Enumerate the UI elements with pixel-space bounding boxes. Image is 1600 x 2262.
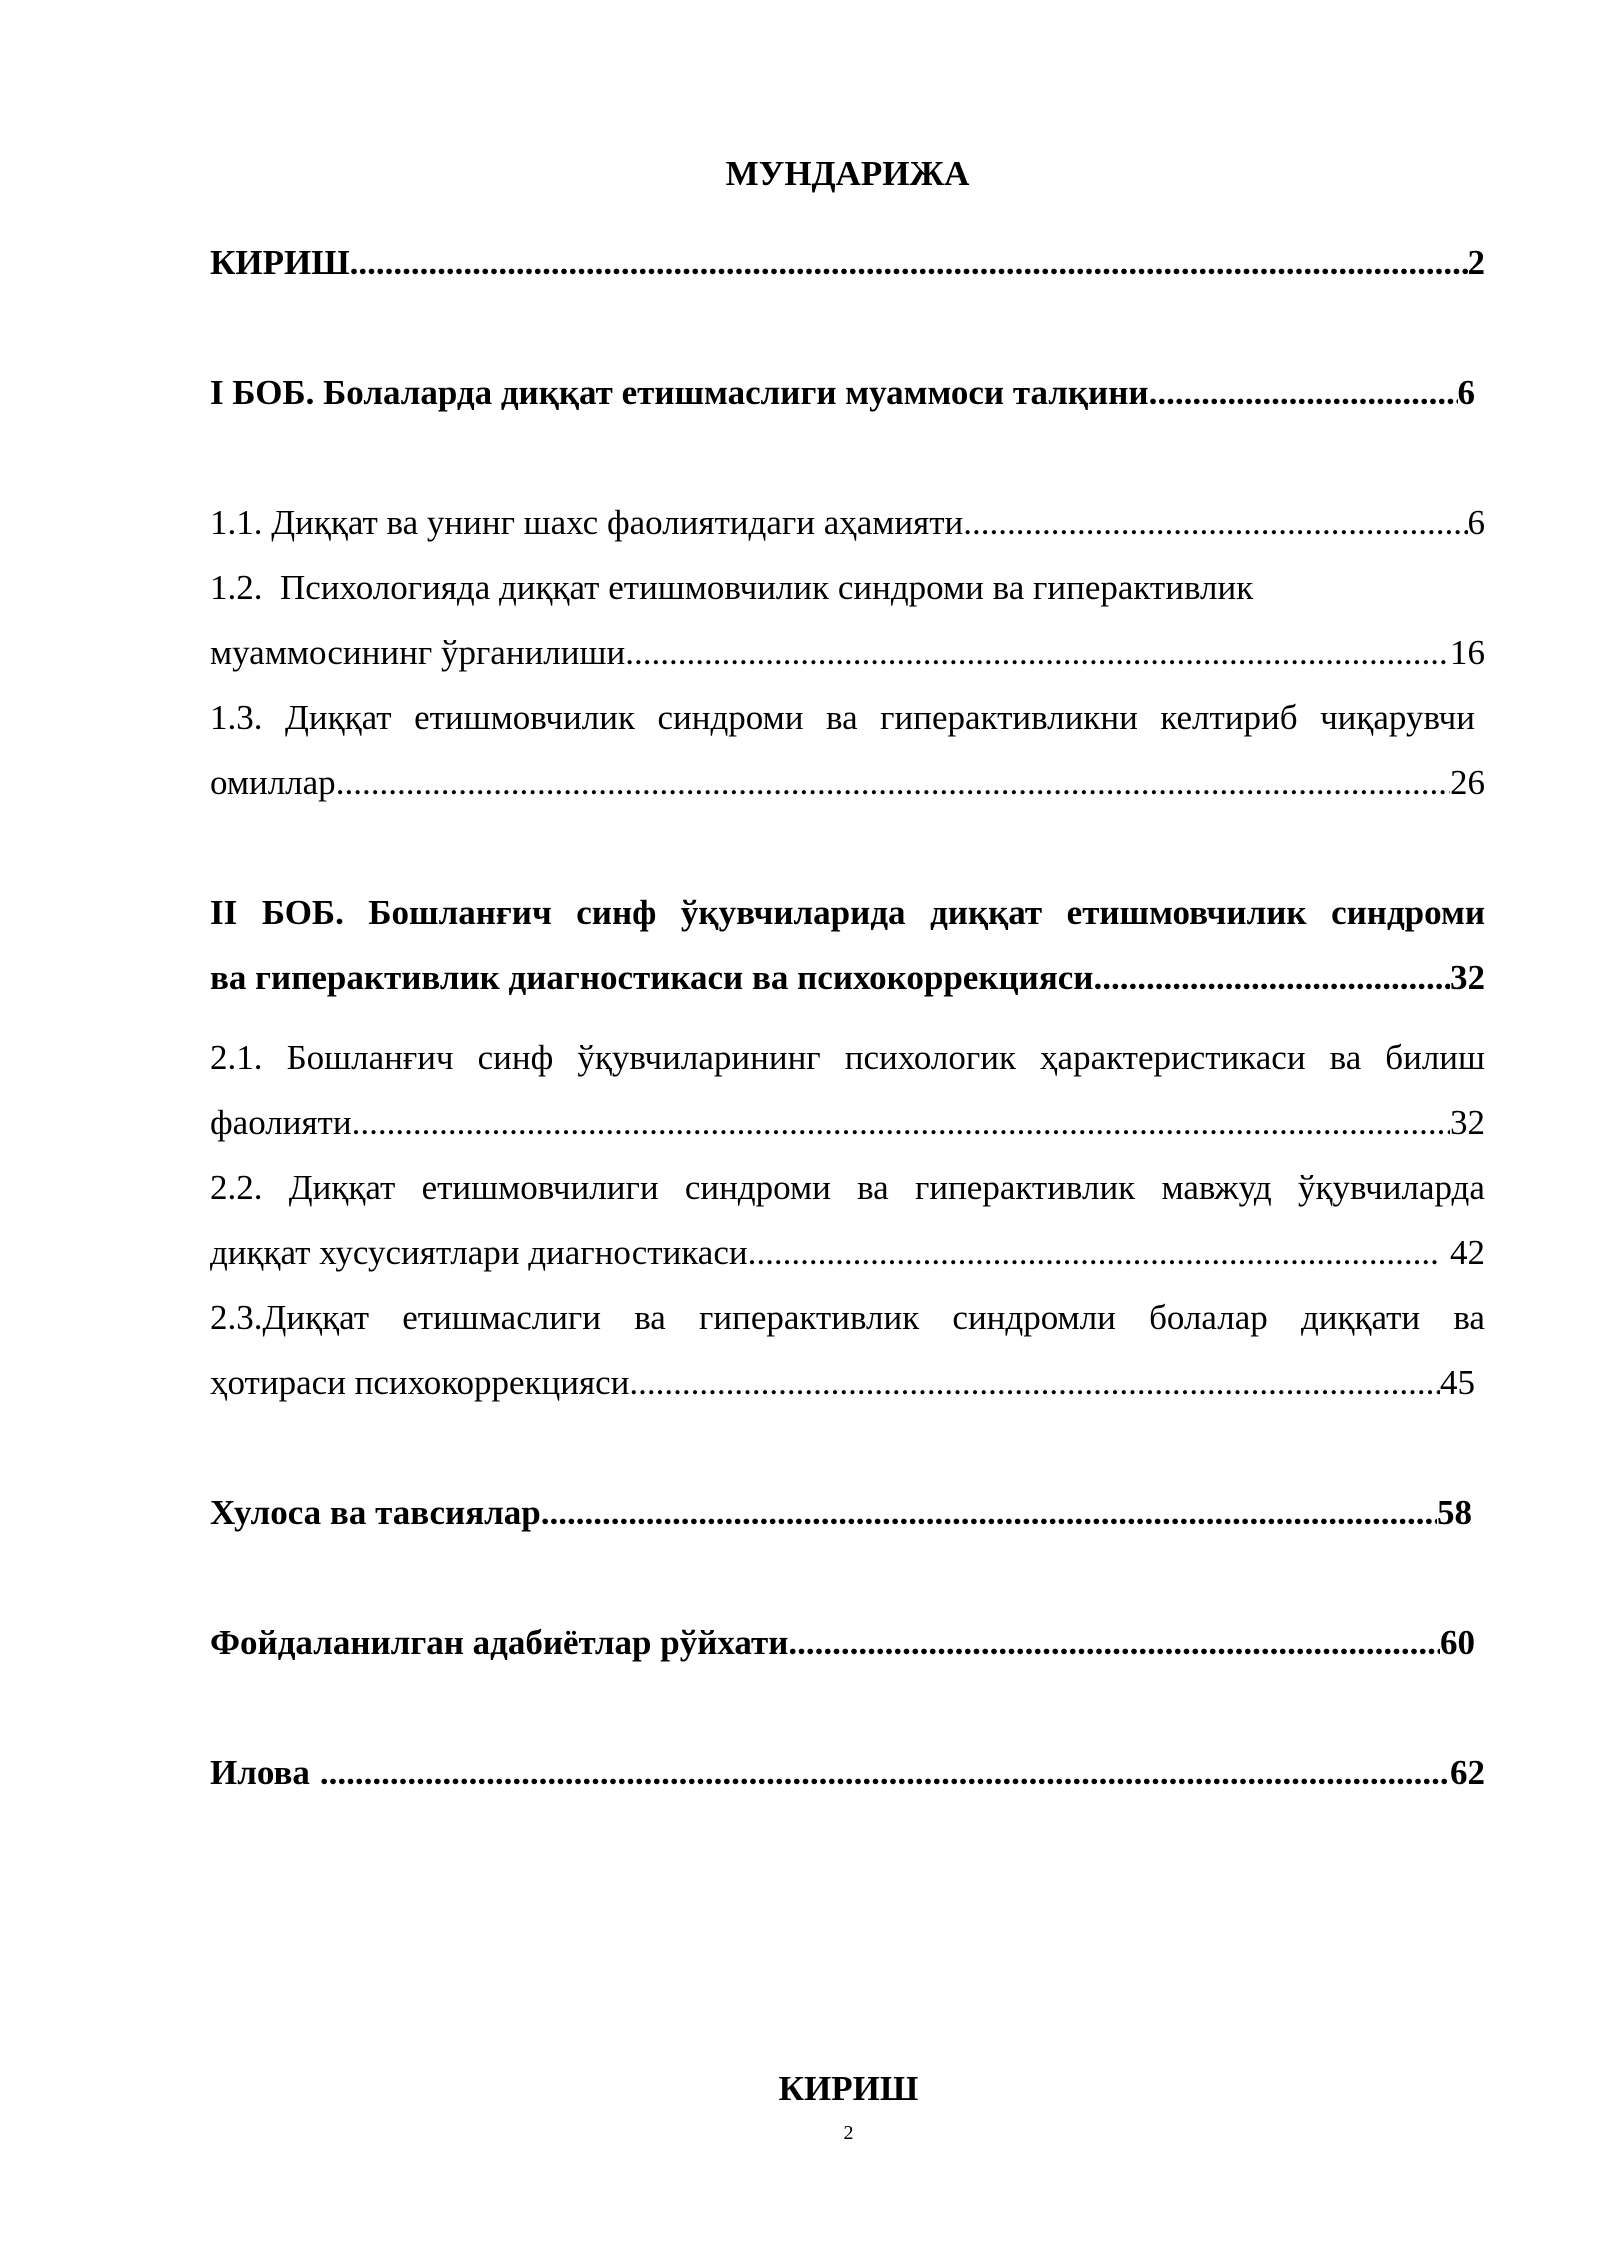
toc-entry-page: 6 — [1467, 503, 1485, 542]
word: етишмовчилик — [414, 698, 635, 737]
toc-entry-text: ва гиперактивлик диагностикаси ва психокоррекцияси — [210, 958, 1094, 997]
word: ва — [857, 1168, 889, 1207]
dot-leader — [963, 501, 1467, 545]
word: Бошланғич — [368, 893, 552, 932]
toc-entry-page: 2 — [1467, 243, 1485, 282]
dot-leader — [1093, 956, 1450, 1000]
word: синдромли — [952, 1298, 1116, 1337]
word: Диққат — [288, 1168, 396, 1207]
toc-entry-page: 32 — [1450, 958, 1485, 997]
dot-leader — [350, 241, 1468, 285]
toc-entry-text: муаммосининг ўрганилиши — [210, 633, 626, 672]
word: БОБ. — [261, 893, 344, 932]
dot-leader — [788, 1621, 1440, 1665]
word: синдроми — [684, 1168, 831, 1207]
word: ва — [826, 698, 858, 737]
toc-entry-page: 42 — [1450, 1233, 1485, 1272]
dot-leader — [748, 1231, 1441, 1275]
toc-entry-section-1-1[interactable] — [210, 501, 1485, 545]
word: гиперактивлик — [1033, 568, 1254, 607]
word: 2.3.Диққат — [210, 1298, 370, 1337]
word: ўқувчиларда — [1297, 1168, 1485, 1207]
word: психологик — [844, 1038, 1016, 1077]
toc-entry-section-2-2-line2[interactable] — [210, 1231, 1485, 1275]
toc-entry-appendix[interactable] — [210, 1751, 1485, 1795]
word: ва — [1329, 1038, 1362, 1077]
word: мавжуд — [1161, 1168, 1272, 1207]
word: II — [210, 893, 238, 932]
word: синдроми — [837, 568, 984, 607]
toc-entry-section-1-3-line1[interactable] — [210, 696, 1475, 740]
toc-entry-text: Илова — [210, 1753, 310, 1792]
toc-entry-section-1-2-line2[interactable] — [210, 631, 1485, 675]
toc-entry-page: 45 — [1440, 1363, 1475, 1402]
toc-entry-text: ҳотираси психокоррекцияси — [210, 1363, 630, 1402]
word: чиқарувчи — [1320, 698, 1475, 737]
word: болалар — [1149, 1298, 1268, 1337]
word: етишмовчилик — [1066, 893, 1307, 932]
word: синф — [576, 893, 657, 932]
word: келтириб — [1160, 698, 1298, 737]
toc-entry-text: фаолияти — [210, 1103, 352, 1142]
dot-leader — [625, 631, 1450, 675]
word: гиперактивлик — [914, 1168, 1136, 1207]
toc-entry-text: КИРИШ — [210, 243, 350, 282]
word: синф — [477, 1038, 554, 1077]
word: диққат — [499, 568, 600, 607]
word: Психологияда — [280, 568, 491, 607]
dot-leader — [629, 1361, 1440, 1405]
word: 1.2. — [210, 568, 263, 607]
word: 1.3. — [210, 698, 263, 737]
toc-entry-page: 32 — [1450, 1103, 1485, 1142]
word: ўқувчиларининг — [577, 1038, 821, 1077]
toc-entry-section-1-2-line1[interactable] — [210, 566, 1340, 610]
toc-entry-text: Фойдаланилган адабиётлар рўйхати — [210, 1623, 789, 1662]
toc-entry-page: 16 — [1450, 633, 1485, 672]
word: етишмовчилик — [608, 568, 830, 607]
toc-entry-intro[interactable] — [210, 241, 1485, 285]
word: ўқувчиларида — [680, 893, 906, 932]
toc-entry-section-2-1-line2[interactable] — [210, 1101, 1485, 1145]
toc-entry-page: 58 — [1437, 1493, 1472, 1532]
word: ва — [634, 1298, 666, 1337]
toc-entry-chapter-1[interactable] — [210, 371, 1475, 415]
word: етишмовчилиги — [421, 1168, 659, 1207]
dot-leader — [352, 1101, 1450, 1145]
toc-entry-chapter-2-line2[interactable] — [210, 956, 1485, 1000]
word: билиш — [1385, 1038, 1485, 1077]
toc-entry-conclusion[interactable] — [210, 1491, 1472, 1535]
word: ва — [1453, 1298, 1485, 1337]
word: синдроми — [657, 698, 804, 737]
toc-entry-section-2-3-line2[interactable] — [210, 1361, 1475, 1405]
toc-entry-page: 26 — [1450, 763, 1485, 802]
toc-entry-chapter-2-line1[interactable] — [210, 891, 1485, 935]
toc-entry-section-1-3-line2[interactable] — [210, 761, 1485, 805]
toc-entry-section-2-2-line1[interactable] — [210, 1166, 1485, 1210]
word: ва — [992, 568, 1025, 607]
toc-entry-text: диққат хусусиятлари диагностикаси — [210, 1233, 748, 1272]
page-number: 2 — [843, 2122, 854, 2144]
word: Бошланғич — [286, 1038, 454, 1077]
word: гиперактивлик — [699, 1298, 920, 1337]
word: етишмаслиги — [402, 1298, 602, 1337]
toc-entry-page: 62 — [1450, 1753, 1485, 1792]
word: синдроми — [1331, 893, 1485, 932]
toc-entry-section-2-1-line1[interactable] — [210, 1036, 1485, 1080]
dot-leader — [541, 1491, 1437, 1535]
word: Диққат — [285, 698, 392, 737]
toc-entry-section-2-3-line1[interactable] — [210, 1296, 1485, 1340]
word: 2.1. — [210, 1038, 263, 1077]
toc-entry-page: 6 — [1457, 373, 1475, 412]
word: 2.2. — [210, 1168, 263, 1207]
next-section-heading: КИРИШ — [778, 2069, 919, 2108]
toc-entry-text: 1.1. Диққат ва унинг шахс фаолиятидаги аҳамияти — [210, 503, 964, 542]
toc-entry-page: 60 — [1440, 1623, 1475, 1662]
toc-entry-text: омиллар — [210, 763, 336, 802]
toc-entry-references[interactable] — [210, 1621, 1475, 1665]
word: гиперактивликни — [880, 698, 1138, 737]
dot-leader — [320, 1751, 1450, 1795]
toc-title: МУНДАРИЖА — [725, 154, 970, 193]
toc-entry-text: I БОБ. Болаларда диққат етишмаслиги муаммоси талқини — [210, 373, 1149, 412]
word: ҳарактеристикаси — [1040, 1038, 1306, 1077]
word: диққат — [930, 893, 1043, 932]
toc-entry-text: Хулоса ва тавсиялар — [210, 1493, 541, 1532]
dot-leader — [336, 761, 1450, 805]
dot-leader — [1149, 371, 1458, 415]
word: диққати — [1300, 1298, 1421, 1337]
